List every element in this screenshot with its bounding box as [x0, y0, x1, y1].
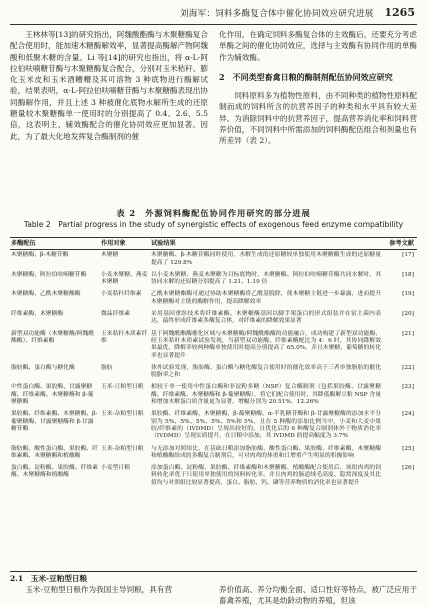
cell-enzymes: 果胶酶、纤维素酶、木聚糖酶、β-葡聚糖酶、甘露聚糖酶和 β-甘露糖苷酶 — [11, 411, 98, 432]
table-row — [10, 382, 417, 409]
section-2-1-title: 2.1 玉米-豆粕型日粮 — [10, 574, 88, 583]
table-row — [10, 444, 417, 464]
bottom-left-column — [10, 573, 208, 595]
right-paragraph-1: 化作用，在确定饲料多酶复合体的主效酶后，还要充分考虑单酶之间的催化协同效应，选择与主效酶有协同作用的单酶作为辅效酶。 — [219, 30, 417, 62]
cell-reference: [24] — [402, 411, 414, 418]
cell-enzymes: 木聚糖酶、β-木糖苷酶 — [11, 252, 69, 259]
right-column — [219, 29, 417, 147]
table-header-row — [10, 238, 417, 250]
left-paragraph: 王林林等[13]的研究指出，阿魏酸酯酶与木聚糖酶复合配合使用时，能加速木糖酶解效率，显著提高酶解产物阿魏酸和低聚木糖的含量。Li 等[14]的研究也指出，将 α-L-阿拉伯呋喃糖苷酶与木聚糖酶复合配合，分别对玉米秸秆、膨化玉米皮和玉米酒糟糟及其可溶物 3 种底物进行酶解试验，结果表明，α-L-阿拉伯呋喃糖苷酶与木聚糖酶表现出协同酶解作用，并且上述 3 种被催化底物水解所生成的还原糖量较木聚糖酶单一使用时的分别提高了 0.4、2.6、5.5 倍，这表明主、辅效酶配合的催化协同效应更加显著。因此，为了最大化地发挥复合酶制剂的催 — [10, 30, 208, 141]
table-body — [10, 250, 417, 490]
table-caption — [10, 208, 417, 230]
cell-reference: [22] — [402, 364, 414, 371]
cell-result: 基于阿魏酰酯酶催化区域与木聚糖酶/阿魏酰酯酶的功能融合，成功构建了新型双功能酶，经玉米秸秆木质素试验发现，当新型双功能酶、纤维素酶配比为 4：6 时，其协同降解效果最优，降解率较两种酶单独使用时提高分别提高了 65.0%，并且木聚糖、葡萄糖的转化率也显著提升 — [151, 330, 381, 359]
cell-result: 木聚糖酶、β-木糖苷酶同时使用，水解生成的还原糖较单独使用木聚糖酶生成的还原糖量提高了 129.8% — [151, 252, 381, 266]
cell-result: 与无添加对照组比，在基础日粮添加脂肪酶、酸性蛋白酶、果胶酶、纤维素酶、木聚糖酶和植酸酶组成的多酶复合制剂后，可对肉鸡的体重和日增重产生明显的积极影响 — [151, 445, 381, 459]
cell-result: 添加蛋白酶、淀粉酶、果胶酶、纤维素酶和木聚糖酶、植酸酶配合使用后，该组肉鸡的饲料转化率优于只使用单独使用的饲料转化率，并且肉鸡的肠道绒毛高度、隐窝深度及其比值均与对照组比较显著提高，蛋白、脂肪、钙、磷等营养物质的消化率也显著提升 — [151, 465, 381, 486]
cell-reference: [25] — [402, 445, 414, 452]
cell-reference: [21] — [402, 330, 414, 337]
cell-enzymes: 木聚糖酶、阿拉伯呋喃糖苷酶 — [11, 271, 87, 278]
left-column — [10, 29, 208, 142]
header-rule — [10, 24, 417, 25]
table-row — [10, 409, 417, 443]
cell-result: 以小麦木聚糖、燕麦木聚糖为目标底物时，木聚糖酶、阿拉伯呋喃糖苷酶共同水解时，其协同水解的还原糖分别提高了 1.21、1.19 倍 — [151, 271, 381, 286]
synergy-table — [10, 237, 417, 490]
table-row — [10, 250, 417, 270]
cell-reference: [18] — [402, 271, 414, 278]
cell-reference: [19] — [402, 291, 414, 298]
cell-reference: [17] — [402, 252, 414, 259]
cell-target: 玉米秸秆木质素纤维 — [101, 330, 148, 344]
running-title: 刘海军：饲料多酶复合体中催化协同效应研究进展 — [180, 9, 374, 19]
table-bottom-rule — [10, 571, 417, 572]
cell-enzymes: 纤维素酶、木聚糖酶 — [11, 311, 64, 318]
cell-target: 玉米-杂粕型日粮 — [101, 445, 144, 452]
header-enzymes: 多酶配伍 — [10, 238, 100, 250]
table-row — [10, 363, 417, 383]
table-row — [10, 270, 417, 290]
cell-target: 玉米-豆粕型日粮 — [101, 384, 144, 391]
cell-enzymes: 新型双功能酶（木聚糖酶/阿魏酰酯酶）、纤维素酶 — [11, 330, 95, 344]
cell-target: 微晶纤维素 — [101, 311, 130, 318]
cell-result: 果胶酶、纤维素酶、木聚糖酶、β-葡聚糖酶、α-半乳糖苷酶和 β-甘露聚糖酶的添加水平分别为 5%、5%、5%、5%、5%和 5%，且在 5 种酶的添加比例当中，小麦和大麦中果胶/纤维素的（IVDMD）呈现出较好的，且优化后的 6 种酶复合制剂体外干物质消化率（IVDMD）呈现实质提升，在日粮中添加，其 IVDMD 的提高幅度为 3.7% — [151, 411, 381, 440]
cell-target: 小麦秸秆纤维素 — [101, 291, 142, 298]
cell-target: 木聚糖 — [101, 252, 119, 259]
cell-enzymes: 脂肪酶、蛋白酶与糖化酶 — [11, 364, 75, 371]
cell-target: 小麦木聚糖、燕麦木聚糖 — [101, 271, 148, 286]
cell-reference: [23] — [402, 384, 414, 391]
table-row — [10, 309, 417, 329]
cell-reference: [20] — [402, 311, 414, 318]
header-target: 作用对象 — [100, 238, 150, 250]
cell-result: 体外试验发现，脂肪酶、蛋白酶与糖化酶复合使用时的催化效率高于三者单独脂肪的催化脱脂率之和 — [151, 364, 381, 379]
cell-result: 采用基因重组技术将纤维素酶、木聚糖酶基因以脚手架蛋白的形式组装并在宿主菌内表达，最终形成纤维素多酶复合体，对纤维素的降解效果显著 — [151, 311, 381, 325]
table-row — [10, 463, 417, 490]
bottom-right-column — [219, 573, 417, 606]
cell-reference: [26] — [402, 465, 414, 472]
table-row — [10, 289, 417, 309]
section-2-title: 2 不同类型畜禽日粮的酶制剂配伍协同效应研究 — [219, 71, 393, 82]
table-caption-cn: 表 2 外源饲料酶配伍协同作用研究的部分进展 — [116, 208, 311, 218]
cell-enzymes: 脂肪酶、酸性蛋白酶、果胶酶、纤维素酶、木聚糖酶和植酸酶 — [11, 445, 98, 459]
cell-target: 玉米-杂粕型日粮 — [101, 411, 144, 418]
cell-target: 小麦型日粮 — [101, 465, 130, 472]
cell-enzymes: 木聚糖酶、乙酰木聚糖酯酶 — [11, 291, 81, 298]
header-result: 试验结果 — [150, 238, 382, 250]
cell-enzymes: 蛋白酶、淀粉酶、果胶酶、纤维素酶、木聚糖酶和植酸酶 — [11, 465, 98, 479]
table-caption-en: Table 2 Partial progress in the study of synergistic effects of exogenous feed enzyme compatibility — [23, 220, 404, 229]
table-row — [10, 329, 417, 363]
header-reference: 参考文献 — [382, 238, 417, 250]
page-header — [10, 6, 415, 22]
bottom-left-text: 玉米-豆粕型日粮作为我国主导饲粮，具有营 — [25, 585, 173, 594]
cell-result: 相较于单一使用中性蛋白酶和非淀粉多糖（NSP）复合酶制剂（包括果胶酶、甘露聚糖酶、纤维素酶、木聚糖酶和 β-葡聚糖酶），将它们配合使用时，其降低酶解豆粕 NSP 含量和增加水解蛋白质含量更为显著，增幅分别为 20.51%、12.26% — [151, 384, 381, 406]
page-number: 1265 — [384, 6, 415, 19]
bottom-right-text: 养价值高、养分均衡全面、适口性好等特点，被广泛应用于畜禽养殖，尤其是幼龄动物的养殖，但该 — [219, 585, 417, 605]
cell-result: 乙酰木聚糖酯酶可通过协助木聚糖酶将乙酰基脱除，使木聚糖主链进一步暴露，进而提升木聚糖酶对主链的酶解作用，提高降解效率 — [151, 291, 381, 305]
cell-enzymes: 中性蛋白酶、果胶酶、甘露聚糖酶、纤维素酶、木聚糖酶和 β-葡聚糖酶 — [11, 384, 94, 406]
cell-target: 脂肪 — [101, 364, 113, 371]
right-paragraph-2: 饲料原料多为植物性原料，由不同种类的植物性原料配制而成的饲料所含的抗营养因子的种类和水平具有较大差异。为消除饲料中的抗营养因子，提高营养消化率和饲料营养价值，不同饲料中所需添加的饲料酶配伍组合和剂量也有所差异（表 2）。 — [219, 91, 417, 146]
